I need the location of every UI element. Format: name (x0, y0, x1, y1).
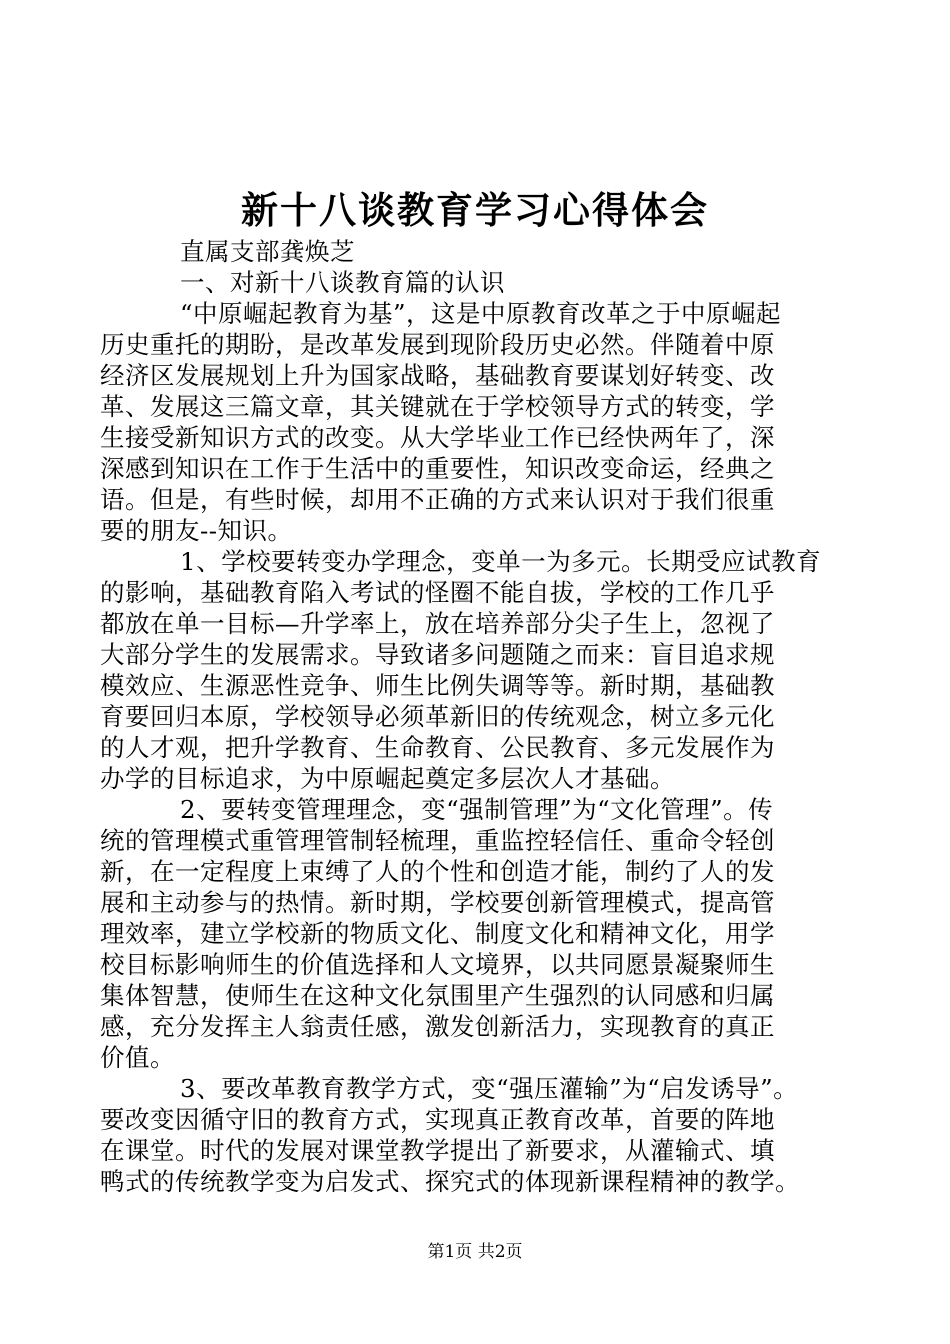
text-line: “中原崛起教育为基”，这是中原教育改革之于中原崛起 (180, 299, 782, 328)
text-line: 展和主动参与的热情。新时期，学校要创新管理模式，提高管 (100, 888, 775, 917)
text-line: 1、学校要转变办学理念，变单一为多元。长期受应试教育 (180, 547, 822, 576)
text-line: 革、发展这三篇文章，其关键就在于学校领导方式的转变，学 (100, 392, 775, 421)
text-line: 校目标影响师生的价值选择和人文境界，以共同愿景凝聚师生 (100, 950, 775, 979)
text-line: 大部分学生的发展需求。导致诸多问题随之而来：盲目追求规 (100, 640, 775, 669)
text-line: 3、要改革教育教学方式，变“强压灌输”为“启发诱导”。 (180, 1074, 799, 1103)
text-line: 一、对新十八谈教育篇的认识 (180, 268, 505, 297)
text-line: 办学的目标追求，为中原崛起奠定多层次人才基础。 (100, 764, 675, 793)
text-line: 历史重托的期盼，是改革发展到现阶段历史必然。伴随着中原 (100, 330, 775, 359)
text-line: 经济区发展规划上升为国家战略，基础教育要谋划好转变、改 (100, 361, 775, 390)
text-line: 模效应、生源恶性竞争、师生比例失调等等。新时期，基础教 (100, 671, 775, 700)
page-footer: 第1页 共2页 (427, 1242, 523, 1262)
text-line: 育要回归本原，学校领导必须革新旧的传统观念，树立多元化 (100, 702, 775, 731)
document-body (100, 236, 842, 1197)
text-line: 深感到知识在工作于生活中的重要性，知识改变命运，经典之 (100, 454, 775, 483)
text-line: 都放在单一目标—升学率上，放在培养部分尖子生上，忽视了 (100, 609, 775, 638)
text-line: 的影响，基础教育陷入考试的怪圈不能自拔，学校的工作几乎 (100, 578, 775, 607)
text-line: 直属支部龚焕芝 (180, 237, 355, 266)
text-line: 价值。 (100, 1043, 175, 1072)
text-line: 要改变因循守旧的教育方式，实现真正教育改革，首要的阵地 (100, 1105, 775, 1134)
text-line: 统的管理模式重管理管制轻梳理，重监控轻信任、重命令轻创 (100, 826, 775, 855)
text-line: 在课堂。时代的发展对课堂教学提出了新要求，从灌输式、填 (100, 1136, 775, 1165)
text-line: 生接受新知识方式的改变。从大学毕业工作已经快两年了，深 (100, 423, 775, 452)
text-line: 要的朋友--知识。 (100, 516, 293, 545)
text-line: 语。但是，有些时候，却用不正确的方式来认识对于我们很重 (100, 485, 775, 514)
text-line: 2、要转变管理理念，变“强制管理”为“文化管理”。传 (180, 795, 774, 824)
text-line: 的人才观，把升学教育、生命教育、公民教育、多元发展作为 (100, 733, 775, 762)
text-line: 感，充分发挥主人翁责任感，激发创新活力，实现教育的真正 (100, 1012, 775, 1041)
document-title: 新十八谈教育学习心得体会 (241, 188, 709, 232)
text-line: 鸭式的传统教学变为启发式、探究式的体现新课程精神的教学。 (100, 1167, 800, 1196)
text-line: 理效率，建立学校新的物质文化、制度文化和精神文化，用学 (100, 919, 775, 948)
text-line: 新，在一定程度上束缚了人的个性和创造才能，制约了人的发 (100, 857, 775, 886)
text-line: 集体智慧，使师生在这种文化氛围里产生强烈的认同感和归属 (100, 981, 775, 1010)
